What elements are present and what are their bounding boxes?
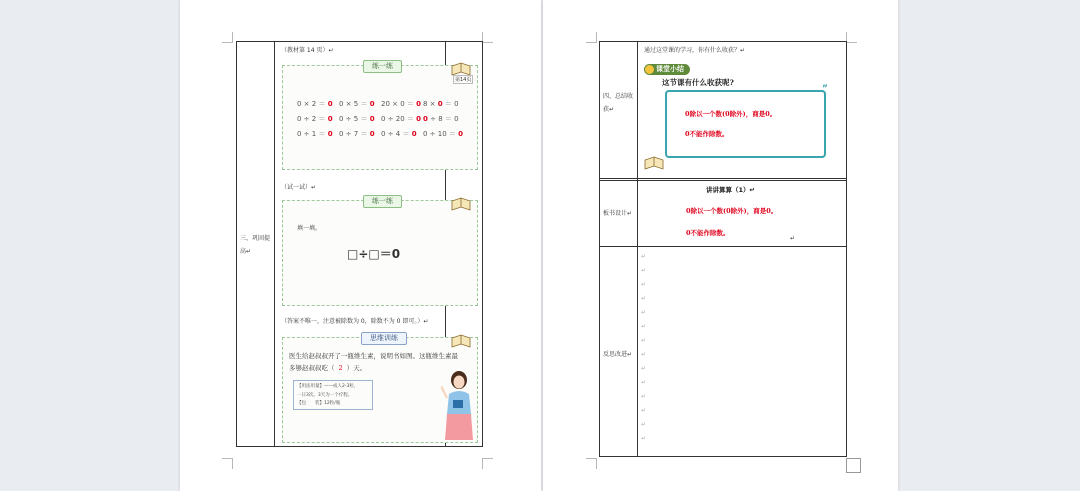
equation-item bbox=[381, 129, 417, 139]
key-point: 0不能作除数。 bbox=[685, 130, 729, 138]
board-points bbox=[686, 200, 777, 244]
document-page-right bbox=[543, 0, 898, 491]
equation-answer: 0 bbox=[411, 130, 417, 138]
equation-answer: 0 bbox=[327, 130, 333, 138]
equation-item bbox=[381, 99, 421, 109]
row-divider bbox=[600, 178, 846, 179]
paragraph-mark: ↵ bbox=[641, 379, 647, 386]
equation-answer: 0 bbox=[369, 100, 375, 108]
equation-text: 0 ÷ 4 ＝ bbox=[381, 130, 412, 138]
fill-expression: □÷□＝0 bbox=[347, 247, 401, 261]
lesson-table bbox=[236, 41, 483, 447]
question-line-end: ）天。 bbox=[346, 364, 367, 372]
paragraph-mark: ↵ bbox=[641, 435, 647, 442]
stage-label: 四、总结收获↵ bbox=[603, 93, 634, 113]
tag-dot-icon bbox=[645, 65, 654, 74]
equation-answer: 0 bbox=[458, 130, 464, 138]
equation-item bbox=[423, 129, 463, 139]
paragraph-mark: ↵ bbox=[641, 323, 647, 330]
paragraph-mark: ↵ bbox=[641, 393, 647, 400]
row-divider bbox=[600, 180, 846, 181]
teacher-illustration bbox=[441, 368, 475, 442]
document-page-left bbox=[180, 0, 541, 491]
equation-item bbox=[381, 114, 421, 124]
label-line: 一日3次。3天为一个疗程。 bbox=[297, 392, 353, 398]
equation-item bbox=[339, 114, 375, 124]
paragraph-mark: ↵ bbox=[641, 295, 647, 302]
book-icon bbox=[644, 156, 664, 172]
fill-label: 填一填。 bbox=[297, 225, 322, 232]
book-icon bbox=[451, 334, 471, 350]
paragraph-mark: ↵ bbox=[641, 421, 647, 428]
practice-box bbox=[282, 197, 478, 306]
equation-text: 0 × 2 ＝ bbox=[297, 100, 328, 108]
key-point: 0不能作除数。 bbox=[686, 229, 730, 237]
equation-text: 0 ÷ 10 ＝ bbox=[423, 130, 459, 138]
equation-answer: 0 bbox=[327, 100, 333, 108]
key-point: 0除以一个数(0除外)，商是0。 bbox=[685, 110, 777, 118]
thinking-question bbox=[289, 350, 458, 374]
equation-text: 0 × 5 ＝ bbox=[339, 100, 370, 108]
thinking-banner: 思维训练 bbox=[361, 332, 407, 345]
crop-mark bbox=[222, 458, 233, 469]
equation-answer: 0 bbox=[369, 130, 375, 138]
column-divider bbox=[637, 42, 638, 456]
equation-item bbox=[297, 114, 333, 124]
equation-text: 0 ÷ 2 ＝ bbox=[297, 115, 328, 123]
equation-answer: 0 bbox=[416, 115, 422, 123]
question-line bbox=[289, 362, 458, 374]
stage-label: 三、巩固提高↵ bbox=[240, 235, 271, 255]
answer-value: 2 bbox=[338, 364, 343, 372]
equation-item bbox=[339, 99, 375, 109]
summary-points bbox=[685, 104, 776, 144]
crop-mark bbox=[586, 458, 597, 469]
equation-text: 0 ÷ 5 ＝ bbox=[339, 115, 370, 123]
crop-mark bbox=[846, 32, 857, 43]
column-divider bbox=[274, 42, 275, 446]
crop-mark bbox=[222, 32, 233, 43]
equation-text: 0 ÷ 20 ＝ bbox=[381, 115, 417, 123]
question-line: 医生给赵叔叔开了一瓶维生素，说明书如图。这瓶维生素最 bbox=[289, 352, 458, 360]
lesson-table bbox=[599, 41, 847, 457]
equation-text: ÷ 8 ＝ 0 bbox=[427, 115, 459, 123]
page-badge: 第14页 bbox=[455, 77, 472, 83]
paragraph-mark: ↵ bbox=[641, 365, 647, 372]
equation-item bbox=[297, 99, 333, 109]
summary-frame bbox=[665, 90, 826, 158]
thinking-box bbox=[282, 334, 478, 443]
summary-card bbox=[644, 64, 830, 174]
try-label: （试一试）↵ bbox=[281, 184, 317, 191]
textbook-reference: （教材第 14 页）↵ bbox=[281, 47, 334, 54]
equation-item bbox=[423, 99, 459, 109]
practice-banner: 练一练 bbox=[363, 60, 402, 73]
paragraph-mark: ↵ bbox=[641, 253, 647, 260]
crop-mark bbox=[482, 458, 493, 469]
paragraph-mark: ↵ bbox=[641, 337, 647, 344]
question-line-start: 多够赵叔叔吃（ bbox=[289, 364, 335, 372]
equation-text: ＝ 0 bbox=[442, 100, 459, 108]
paragraph-mark: ↵ bbox=[641, 281, 647, 288]
equation-text: 20 × 0 ＝ bbox=[381, 100, 417, 108]
equation-answer: 0 bbox=[437, 100, 443, 108]
row-divider bbox=[600, 246, 846, 247]
equation-item bbox=[297, 129, 333, 139]
equation-item bbox=[423, 114, 459, 124]
stage-label: 反思改进↵ bbox=[603, 351, 633, 358]
summary-tag: 课堂小结 bbox=[644, 64, 690, 75]
quote-icon: ” bbox=[822, 84, 828, 94]
practice-box bbox=[282, 62, 478, 170]
return-mark: ↵ bbox=[790, 235, 796, 242]
equation-answer: 0 bbox=[369, 115, 375, 123]
paragraph-mark: ↵ bbox=[641, 351, 647, 358]
equation-text: 8 × bbox=[423, 100, 438, 108]
board-title: 讲讲算算（1）↵ bbox=[706, 186, 755, 194]
answer-note: （答案不唯一，注意被除数为 0，除数不为 0 即可。）↵ bbox=[281, 318, 429, 325]
crop-mark bbox=[586, 32, 597, 43]
summary-question: 这节课有什么收获呢? bbox=[662, 78, 734, 87]
label-line: 【用法用量】——成人2-3粒， bbox=[297, 384, 359, 389]
stage-label: 板书设计↵ bbox=[603, 210, 633, 217]
equation-answer: 0 bbox=[416, 100, 422, 108]
book-icon bbox=[451, 197, 471, 213]
equation-text: 0 ÷ 7 ＝ bbox=[339, 130, 370, 138]
crop-mark bbox=[482, 32, 493, 43]
page-corner-box bbox=[846, 458, 861, 473]
medicine-label bbox=[293, 380, 373, 410]
paragraph-mark: ↵ bbox=[641, 267, 647, 274]
practice-banner: 练一练 bbox=[363, 195, 402, 208]
paragraph-mark: ↵ bbox=[641, 309, 647, 316]
equation-answer: 0 bbox=[327, 115, 333, 123]
paragraph-mark: ↵ bbox=[641, 407, 647, 414]
summary-prompt: 通过这堂课的学习，你有什么收获？↵ bbox=[644, 47, 746, 54]
equation-answer: 0 bbox=[423, 115, 428, 123]
equation-text: 0 ÷ 1 ＝ bbox=[297, 130, 328, 138]
label-line: 【包 装】12粒/瓶 bbox=[297, 401, 341, 406]
key-point: 0除以一个数(0除外)，商是0。 bbox=[686, 207, 778, 215]
equation-item bbox=[339, 129, 375, 139]
